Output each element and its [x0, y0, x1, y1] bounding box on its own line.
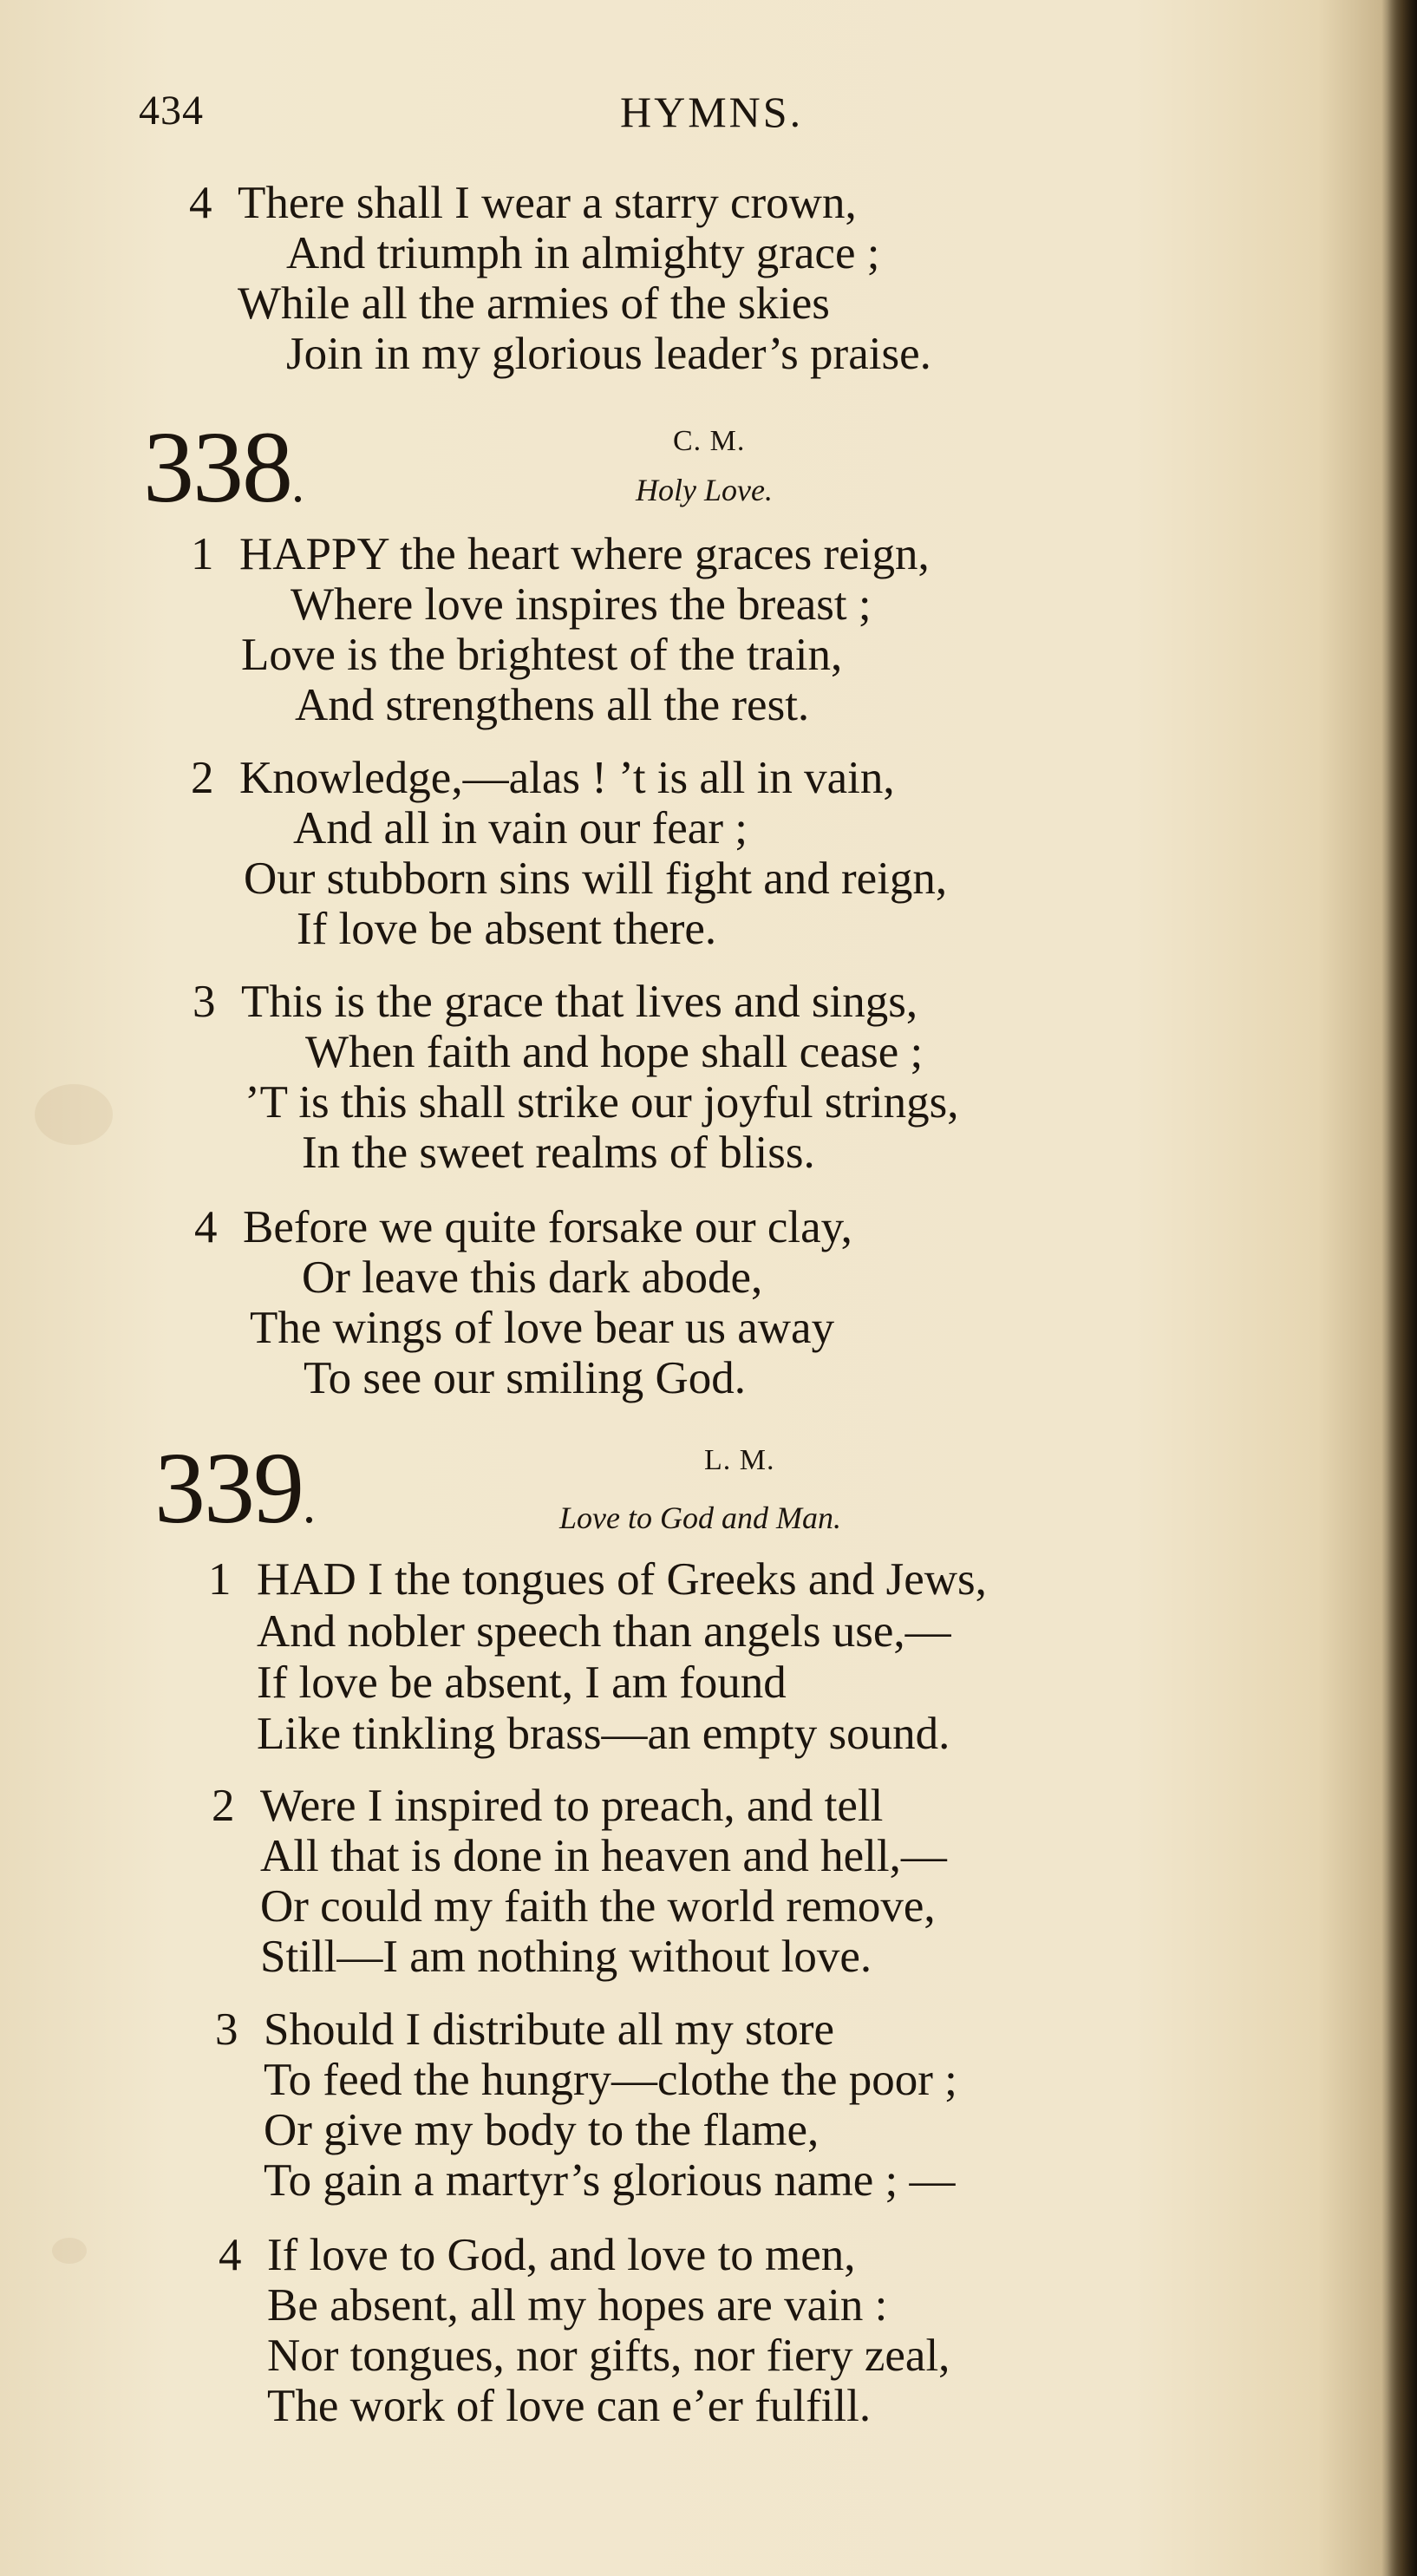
stanza-line: Still—I am nothing without love. — [260, 1932, 872, 1982]
line-text: If love to God, and love to men, — [267, 2230, 856, 2280]
stanza-line: To feed the hungry—clothe the poor ; — [264, 2055, 957, 2105]
stanza-line: Or give my body to the flame, — [264, 2105, 820, 2155]
stanza-line: Or leave this dark abode, — [302, 1252, 763, 1303]
line-text: Knowledge,—alas ! ’t is all in vain, — [239, 753, 895, 803]
stanza-number: 4 — [194, 1202, 218, 1252]
stanza-line: If love be absent, I am found — [257, 1657, 787, 1708]
stanza-line: Nor tongues, nor gifts, nor fiery zeal, — [267, 2331, 950, 2381]
page-title: HYMNS. — [620, 88, 804, 136]
stanza-line: While all the armies of the skies — [238, 278, 830, 329]
stanza-number: 1 — [208, 1554, 232, 1605]
stanza-number: 4 — [219, 2230, 242, 2280]
stanza-line — [219, 2230, 856, 2280]
stanza-line: Love is the brightest of the train, — [241, 630, 843, 680]
stanza-line — [191, 529, 930, 579]
stanza-line: And all in vain our fear ; — [293, 803, 748, 853]
stanza-line: Be absent, all my hopes are vain : — [267, 2280, 888, 2331]
stanza-line — [212, 1783, 883, 1829]
line-text: Before we quite forsake our clay, — [243, 1202, 852, 1252]
hymn-subtitle: Love to God and Man. — [559, 1500, 841, 1535]
stanza-number: 1 — [191, 529, 214, 579]
stanza-line: And nobler speech than angels use,— — [257, 1606, 951, 1657]
stanza-line: Our stubborn sins will fight and reign, — [244, 853, 948, 904]
hymn-meter: L. M. — [704, 1444, 775, 1476]
stanza-line — [215, 2004, 835, 2055]
stanza-line — [193, 979, 917, 1025]
hymn-subtitle: Holy Love. — [636, 473, 773, 507]
page-edge-shadow — [1388, 0, 1417, 2576]
stanza-line: If love be absent there. — [297, 904, 717, 954]
running-head — [139, 87, 1266, 147]
stanza-line: ’T is this shall strike our joyful strings, — [245, 1077, 959, 1128]
line-text: There shall I wear a starry crown, — [238, 178, 857, 228]
stanza-number: 3 — [193, 977, 216, 1027]
line-text: Should I distribute all my store — [264, 2004, 835, 2055]
line-text: Were I inspired to preach, and tell — [260, 1781, 884, 1831]
line-text: HAD I the tongues of Greeks and Jews, — [257, 1554, 987, 1605]
stanza-number: 3 — [215, 2004, 238, 2055]
stanza-number: 2 — [212, 1781, 235, 1831]
stanza-line — [194, 1202, 852, 1252]
stanza-line: All that is done in heaven and hell,— — [260, 1831, 947, 1881]
paper-stain — [52, 2238, 87, 2264]
stanza-line: And triumph in almighty grace ; — [286, 228, 880, 278]
stanza-line: When faith and hope shall cease ; — [305, 1027, 924, 1077]
hymn-meter: C. M. — [673, 425, 746, 457]
stanza-number: 2 — [191, 753, 214, 803]
stanza-line: Where love inspires the breast ; — [291, 579, 872, 630]
stanza-line: In the sweet realms of bliss. — [302, 1128, 815, 1178]
stanza-line: To see our smiling God. — [304, 1353, 747, 1403]
hymn-number: 338. — [143, 410, 303, 524]
stanza-line — [189, 180, 857, 226]
stanza-line: To gain a martyr’s glorious name ; — — [264, 2155, 956, 2206]
stanza-line: The wings of love bear us away — [250, 1303, 835, 1353]
stanza-line: Or could my faith the world remove, — [260, 1881, 936, 1932]
line-text: HAPPY the heart where graces reign, — [239, 529, 930, 579]
stanza-line: Like tinkling brass—an empty sound. — [257, 1709, 950, 1759]
stanza-line: And strengthens all the rest. — [295, 680, 810, 730]
stanza-number: 4 — [189, 178, 212, 228]
line-text: This is the grace that lives and sings, — [241, 977, 918, 1027]
page-number: 434 — [139, 88, 204, 134]
hymn-number: 339. — [154, 1431, 314, 1545]
stanza-line — [208, 1554, 987, 1605]
stanza-line — [191, 755, 895, 801]
stanza-line: The work of love can e’er fulfill. — [267, 2381, 872, 2431]
stanza-line: Join in my glorious leader’s praise. — [286, 329, 931, 379]
paper-stain — [35, 1084, 113, 1145]
